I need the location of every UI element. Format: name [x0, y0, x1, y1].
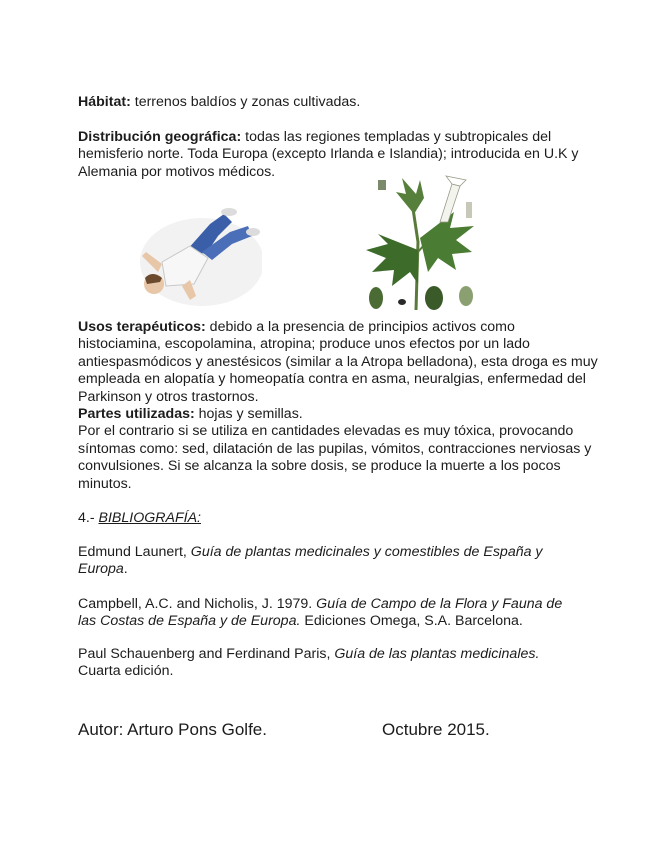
author-line: Autor: Arturo Pons Golfe. — [78, 720, 267, 739]
distribution-text: todas las regiones templadas y subtropicales del hemisferio norte. Toda Europa (excepto Irlanda e Islandia); introducida en U.K y Alemania por motivos médicos. — [78, 129, 579, 180]
distribution-label: Distribución geográfica: — [78, 129, 242, 145]
reference-3-author: Paul Schauenberg and Ferdinand Paris, — [78, 646, 335, 662]
reference-3 — [78, 646, 583, 681]
reference-2 — [78, 596, 583, 631]
uses-text: debido a la presencia de principios activos como histociamina, escopolamina, atropina; produce unos efectos por un lado antiespasmódicos y anestésicos (similar a la Atropa belladona), esta droga es muy empleada en alopatía y homeopatía contra en asma, neuralgias, enfermedad del Parkinson y otros trastornos. — [78, 319, 598, 405]
habitat-label: Hábitat: — [78, 94, 131, 110]
reference-1-end: . — [123, 561, 128, 578]
reference-2-publisher: Ediciones Omega, S.A. Barcelona. — [300, 613, 523, 630]
habitat-paragraph — [78, 94, 598, 111]
reference-2-title: Guía de Campo de la Flora y Fauna de las Costas de España y de Europa. — [78, 596, 563, 630]
parts-label: Partes utilizadas: — [78, 406, 195, 423]
reference-1-author: Edmund Launert, — [78, 544, 191, 560]
reference-3-edition: Cuarta edición. — [78, 663, 174, 680]
reference-1-title: Guía de plantas medicinales y comestibles de España y Europa — [78, 544, 543, 578]
parts-text: hojas y semillas. — [194, 406, 303, 423]
reference-3-title: Guía de las plantas medicinales. — [334, 646, 540, 662]
bibliography-title: BIBLIOGRAFÍA: — [98, 510, 201, 526]
date-line: Octubre 2015. — [382, 720, 490, 739]
distribution-paragraph — [78, 129, 603, 181]
reference-1 — [78, 544, 583, 579]
datura-plant-botanical-illustration — [358, 172, 480, 312]
habitat-text: terrenos baldíos y zonas cultivadas. — [130, 94, 361, 110]
reference-2-author: Campbell, A.C. and Nicholis, J. 1979. — [78, 596, 317, 612]
uses-paragraph — [78, 319, 598, 493]
bibliography-number: 4.- — [78, 510, 99, 526]
toxicity-text: Por el contrario si se utiliza en cantidades elevadas es muy tóxica, provocando síntomas como: sed, dilatación de las pupilas, vómitos, contracciones nerviosas y convulsiones. Si se alcanza la sobre dosis, se produce la muerte a los pocos minutos. — [78, 423, 592, 492]
uses-label: Usos terapéuticos: — [78, 319, 206, 335]
bibliography-heading — [78, 510, 598, 527]
lying-person-illustration — [132, 192, 262, 310]
